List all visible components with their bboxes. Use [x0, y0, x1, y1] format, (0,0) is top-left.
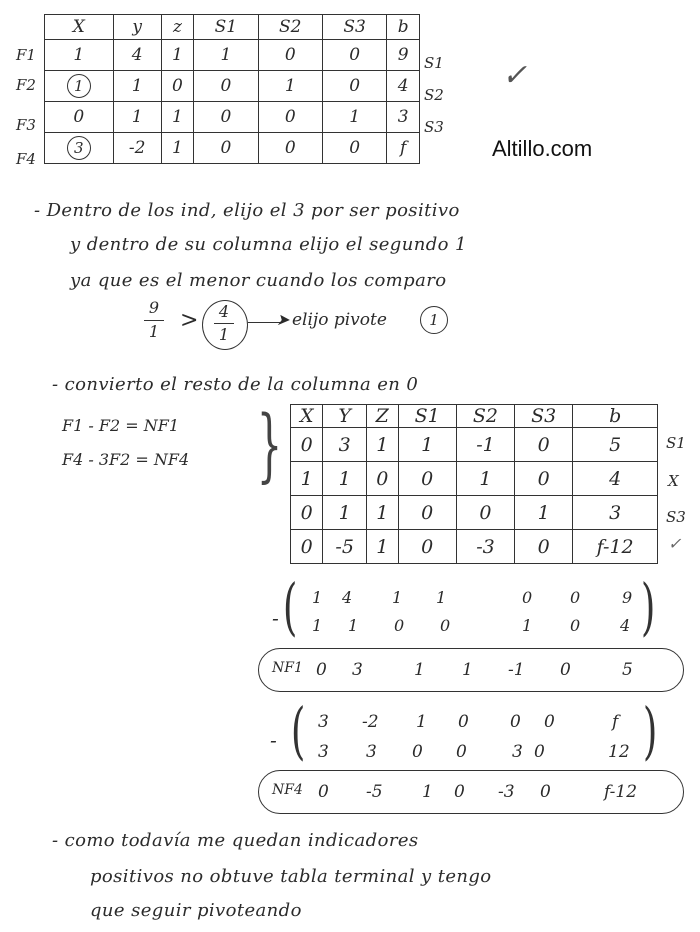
table-header-row: [291, 405, 658, 428]
table-cell: 1: [258, 71, 322, 102]
table-cell: 1: [366, 496, 398, 530]
matrix-value: 0: [456, 742, 467, 762]
result-label: NF1: [272, 660, 303, 676]
table-row: [45, 102, 420, 133]
matrix-value: 0: [412, 742, 423, 762]
table-row: [291, 496, 658, 530]
matrix-value: 0: [454, 782, 465, 802]
ratio-numerator: 9: [148, 298, 160, 317]
table-cell: 0: [258, 133, 322, 164]
table-cell: 0: [291, 530, 323, 564]
header-cell: b: [573, 405, 658, 428]
matrix-value: f-12: [604, 782, 638, 802]
matrix-value: 3: [352, 660, 363, 680]
table-cell: 5: [573, 428, 658, 462]
matrix-value: -1: [508, 660, 525, 680]
table-cell: 3: [573, 496, 658, 530]
table-cell: [45, 133, 114, 164]
table-cell: 0: [322, 40, 386, 71]
table-cell: 0: [194, 71, 258, 102]
table-cell: 1: [323, 496, 367, 530]
matrix-value: 12: [608, 742, 630, 762]
row-label: F2: [16, 76, 36, 94]
table-cell: 1: [323, 462, 367, 496]
matrix-value: 5: [622, 660, 633, 680]
table-cell: -2: [113, 133, 161, 164]
explanation-line: positivos no obtuve tabla terminal y tengo: [90, 866, 492, 887]
header-cell: S1: [194, 15, 258, 40]
matrix-value: f: [612, 712, 619, 732]
table-cell: 1: [291, 462, 323, 496]
table-cell: 0: [258, 102, 322, 133]
circled-pivot-value: 1: [67, 74, 91, 98]
table-cell: 1: [161, 40, 193, 71]
minus-sign: -: [272, 606, 279, 630]
header-cell: S1: [398, 405, 456, 428]
left-parenthesis: (: [282, 570, 298, 643]
table-cell: f-12: [573, 530, 658, 564]
table-cell: 4: [573, 462, 658, 496]
brace-icon: }: [256, 398, 283, 491]
table-cell: 4: [387, 71, 420, 102]
table-cell: 0: [194, 133, 258, 164]
basis-label: S3: [666, 508, 686, 526]
table-cell: f: [387, 133, 420, 164]
basis-label: S1: [424, 54, 444, 72]
matrix-value: 4: [342, 588, 353, 607]
matrix-value: 0: [316, 660, 327, 680]
explanation-line: - Dentro de los ind, elijo el 3 por ser positivo: [34, 200, 460, 221]
table-cell: -1: [456, 428, 514, 462]
left-parenthesis: (: [290, 694, 306, 767]
table-cell: 1: [194, 40, 258, 71]
table-cell: 1: [456, 462, 514, 496]
pivot-text: elijo pivote: [292, 310, 387, 330]
matrix-value: 9: [622, 588, 633, 607]
second-simplex-table: [290, 404, 658, 564]
initial-simplex-table: [44, 14, 420, 164]
table-cell: 0: [515, 428, 573, 462]
table-cell: 1: [398, 428, 456, 462]
table-cell: 1: [366, 530, 398, 564]
table-cell: 0: [322, 133, 386, 164]
matrix-value: 1: [312, 588, 323, 607]
matrix-value: -3: [498, 782, 515, 802]
header-cell: X: [45, 15, 114, 40]
basis-label: S2: [424, 86, 444, 104]
ratio-denominator: 1: [148, 322, 160, 341]
table-cell: 0: [258, 40, 322, 71]
matrix-value: 4: [620, 616, 631, 635]
matrix-value: 0: [458, 712, 469, 732]
header-cell: Z: [366, 405, 398, 428]
fraction-bar: [144, 320, 164, 321]
header-cell: S2: [258, 15, 322, 40]
header-cell: S3: [515, 405, 573, 428]
table-cell: 3: [323, 428, 367, 462]
row-label: F3: [16, 116, 36, 134]
matrix-value: 3: [512, 742, 523, 762]
table-cell: 1: [161, 133, 193, 164]
header-cell: Y: [323, 405, 367, 428]
table-cell: [45, 71, 114, 102]
table-cell: 9: [387, 40, 420, 71]
row-label: F1: [16, 46, 36, 64]
matrix-value: 1: [414, 660, 425, 680]
header-cell: X: [291, 405, 323, 428]
table-row: [291, 530, 658, 564]
check-mark: ✓: [668, 534, 682, 553]
table-cell: 1: [322, 102, 386, 133]
header-cell: y: [113, 15, 161, 40]
basis-label: S1: [666, 434, 686, 452]
table-header-row: [45, 15, 420, 40]
matrix-value: 1: [312, 616, 323, 635]
table-cell: 1: [45, 40, 114, 71]
table-row: [45, 133, 420, 164]
matrix-value: 0: [510, 712, 521, 732]
table-cell: 0: [398, 462, 456, 496]
matrix-value: 1: [522, 616, 533, 635]
table-cell: 1: [113, 71, 161, 102]
header-cell: z: [161, 15, 193, 40]
header-cell: S2: [456, 405, 514, 428]
matrix-value: 0: [570, 588, 581, 607]
matrix-value: -5: [366, 782, 383, 802]
table-cell: 0: [398, 496, 456, 530]
table-cell: 0: [291, 428, 323, 462]
table-cell: 0: [194, 102, 258, 133]
explanation-line: ya que es el menor cuando los comparo: [70, 270, 447, 291]
table-row: [291, 428, 658, 462]
matrix-value: -2: [362, 712, 379, 732]
header-cell: b: [387, 15, 420, 40]
row-operation: F1 - F2 = NF1: [62, 416, 179, 435]
matrix-value: 0: [540, 782, 551, 802]
explanation-line: y dentro de su columna elijo el segundo 1: [70, 234, 467, 255]
table-row: [45, 71, 420, 102]
explanation-line: - convierto el resto de la columna en 0: [52, 374, 419, 395]
matrix-value: 3: [366, 742, 377, 762]
row-operation: F4 - 3F2 = NF4: [62, 450, 190, 469]
table-cell: 0: [291, 496, 323, 530]
table-cell: -3: [456, 530, 514, 564]
explanation-line: - como todavía me quedan indicadores: [52, 830, 419, 851]
table-cell: 1: [161, 102, 193, 133]
row-label: F4: [16, 150, 36, 168]
basis-label: X: [668, 472, 679, 490]
table-cell: -5: [323, 530, 367, 564]
matrix-value: 0: [522, 588, 533, 607]
watermark: Altillo.com: [492, 136, 593, 161]
matrix-value: 0: [534, 742, 545, 762]
header-cell: S3: [322, 15, 386, 40]
explanation-line: que seguir pivoteando: [90, 900, 302, 921]
table-cell: 0: [515, 462, 573, 496]
table-cell: 0: [322, 71, 386, 102]
matrix-value: 1: [436, 588, 447, 607]
table-cell: 0: [398, 530, 456, 564]
table-cell: 0: [366, 462, 398, 496]
table-cell: 0: [45, 102, 114, 133]
circled-pivot: 1: [420, 306, 448, 334]
matrix-value: 0: [318, 782, 329, 802]
table-cell: 0: [456, 496, 514, 530]
minus-sign: -: [270, 728, 277, 752]
ratio-denominator: 1: [218, 325, 230, 344]
matrix-value: 1: [422, 782, 433, 802]
matrix-value: 0: [440, 616, 451, 635]
check-mark: ✓: [502, 58, 528, 93]
result-label: NF4: [272, 782, 303, 798]
matrix-value: 1: [462, 660, 473, 680]
fraction-bar: [214, 323, 234, 324]
matrix-value: 1: [392, 588, 403, 607]
arrow-head-icon: ➤: [276, 310, 290, 329]
matrix-value: 0: [560, 660, 571, 680]
matrix-value: 3: [318, 742, 329, 762]
table-cell: 1: [113, 102, 161, 133]
basis-label: S3: [424, 118, 444, 136]
ratio-numerator: 4: [218, 302, 230, 321]
table-cell: 1: [366, 428, 398, 462]
table-cell: 0: [515, 530, 573, 564]
table-cell: 4: [113, 40, 161, 71]
matrix-value: 0: [394, 616, 405, 635]
matrix-value: 0: [544, 712, 555, 732]
matrix-value: 1: [416, 712, 427, 732]
matrix-value: 1: [348, 616, 359, 635]
table-cell: 3: [387, 102, 420, 133]
table-cell: 0: [161, 71, 193, 102]
table-cell: 1: [515, 496, 573, 530]
matrix-value: 3: [318, 712, 329, 732]
table-row: [291, 462, 658, 496]
matrix-value: 0: [570, 616, 581, 635]
table-row: [45, 40, 420, 71]
circled-indicator-value: 3: [67, 136, 91, 160]
right-parenthesis: ): [642, 694, 658, 767]
right-parenthesis: ): [640, 570, 656, 643]
ratio-comparison: [140, 298, 460, 350]
greater-than-sign: >: [180, 308, 199, 333]
